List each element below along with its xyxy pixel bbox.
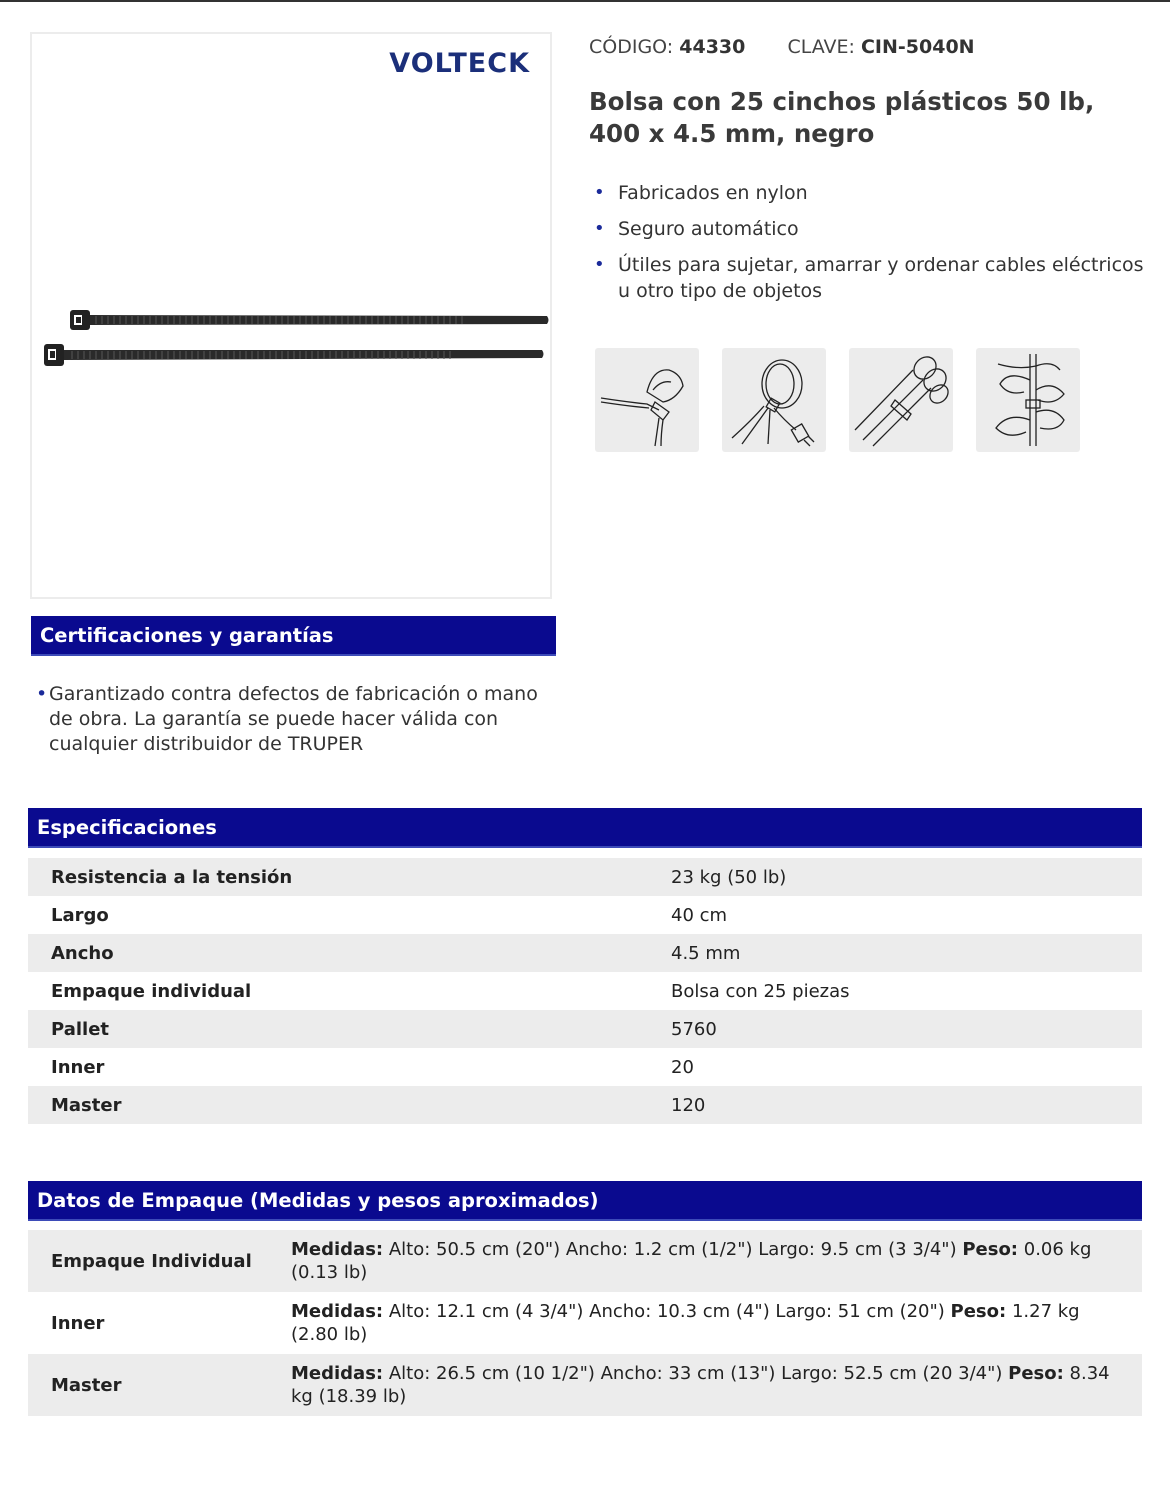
- use-icons-row: [595, 348, 1080, 452]
- table-row: [28, 1048, 1142, 1086]
- spec-key: Empaque individual: [51, 980, 252, 1002]
- table-row: [28, 1292, 1142, 1354]
- peso-label: Peso:: [962, 1239, 1019, 1260]
- clave-label: CLAVE:: [787, 36, 855, 58]
- pipe-bundle-icon: [849, 348, 953, 452]
- spec-key: Inner: [51, 1056, 105, 1078]
- packaging-key: Empaque Individual: [28, 1230, 268, 1292]
- spec-value: 23 kg (50 lb): [648, 858, 1142, 896]
- warranty-text: [36, 682, 546, 757]
- peso-label: Peso:: [1008, 1363, 1064, 1384]
- specifications-table: [28, 858, 1142, 1124]
- product-codes: [589, 36, 975, 58]
- vine-support-icon: [976, 348, 1080, 452]
- table-row: [28, 1230, 1142, 1292]
- cable-tie-lower: [44, 344, 544, 366]
- spec-value: 4.5 mm: [648, 934, 1142, 972]
- specifications-header: Especificaciones: [28, 808, 1142, 848]
- cable-tie-upper: [70, 310, 549, 330]
- warranty-text-content: Garantizado contra defectos de fabricación o mano de obra. La garantía se puede hacer válida con cualquier distribuidor de TRUPER: [49, 683, 538, 755]
- product-title: [589, 86, 1149, 150]
- spec-key: Largo: [51, 904, 109, 926]
- spec-key: Master: [28, 1086, 648, 1124]
- peso-value: 0.06 kg (0.13 lb): [291, 1239, 1092, 1283]
- feature-list: [592, 180, 1152, 314]
- spec-value: 40 cm: [671, 904, 728, 926]
- peso-label: Peso:: [950, 1301, 1007, 1322]
- table-row: [28, 896, 1142, 934]
- medidas-label: Medidas:: [291, 1301, 384, 1322]
- clave-value: CIN-5040N: [860, 36, 975, 58]
- bullet-dot: •: [36, 683, 48, 705]
- packaging-header: Datos de Empaque (Medidas y pesos aproximados): [28, 1181, 1142, 1221]
- packaging-value: [268, 1354, 1142, 1416]
- feature-item: • Seguro automático: [592, 216, 1152, 242]
- table-row: [28, 858, 1142, 896]
- table-row: [28, 934, 1142, 972]
- table-row: [28, 1354, 1142, 1416]
- feature-item: • Útiles para sujetar, amarrar y ordenar cables eléctricos u otro tipo de objetos: [592, 252, 1152, 304]
- cable-bundle-plug-icon: [722, 348, 826, 452]
- cable-ties-image: [32, 294, 554, 414]
- medidas-value: Alto: 26.5 cm (10 1/2") Ancho: 33 cm (13") Largo: 52.5 cm (20 3/4"): [383, 1363, 1009, 1384]
- flower-tie-icon: [595, 348, 699, 452]
- packaging-table: [28, 1230, 1142, 1416]
- medidas-label: Medidas:: [291, 1363, 384, 1384]
- packaging-key: Master: [28, 1354, 268, 1416]
- packaging-value: [268, 1292, 1142, 1354]
- brand-logo: VOLTECK: [389, 48, 530, 79]
- feature-item: • Fabricados en nylon: [592, 180, 1152, 206]
- spec-key: Resistencia a la tensión: [28, 858, 648, 896]
- medidas-value: Alto: 50.5 cm (20") Ancho: 1.2 cm (1/2") Largo: 9.5 cm (3 3/4"): [383, 1239, 963, 1260]
- product-title-line2: 400 x 4.5 mm, negro: [589, 119, 875, 148]
- table-row: [28, 1086, 1142, 1124]
- table-row: [28, 972, 1142, 1010]
- medidas-value: Alto: 12.1 cm (4 3/4") Ancho: 10.3 cm (4") Largo: 51 cm (20"): [383, 1301, 951, 1322]
- spec-value: 20: [671, 1056, 694, 1078]
- medidas-label: Medidas:: [291, 1239, 384, 1260]
- peso-value: 1.27 kg (2.80 lb): [291, 1301, 1080, 1345]
- table-row: [28, 1010, 1142, 1048]
- spec-key: Pallet: [28, 1010, 648, 1048]
- product-title-line1: Bolsa con 25 cinchos plásticos 50 lb,: [589, 87, 1095, 116]
- spec-value: Bolsa con 25 piezas: [671, 980, 850, 1002]
- packaging-key: Inner: [51, 1312, 105, 1334]
- packaging-value: [268, 1230, 1142, 1292]
- product-image-box: [30, 32, 552, 599]
- certifications-header: Certificaciones y garantías: [31, 616, 556, 656]
- spec-value: 5760: [648, 1010, 1142, 1048]
- spec-value: 120: [648, 1086, 1142, 1124]
- peso-value: 8.34 kg (18.39 lb): [291, 1363, 1110, 1407]
- codigo-label: CÓDIGO:: [589, 36, 674, 58]
- codigo-value: 44330: [679, 36, 746, 58]
- spec-key: Ancho: [28, 934, 648, 972]
- top-rule: [0, 0, 1170, 2]
